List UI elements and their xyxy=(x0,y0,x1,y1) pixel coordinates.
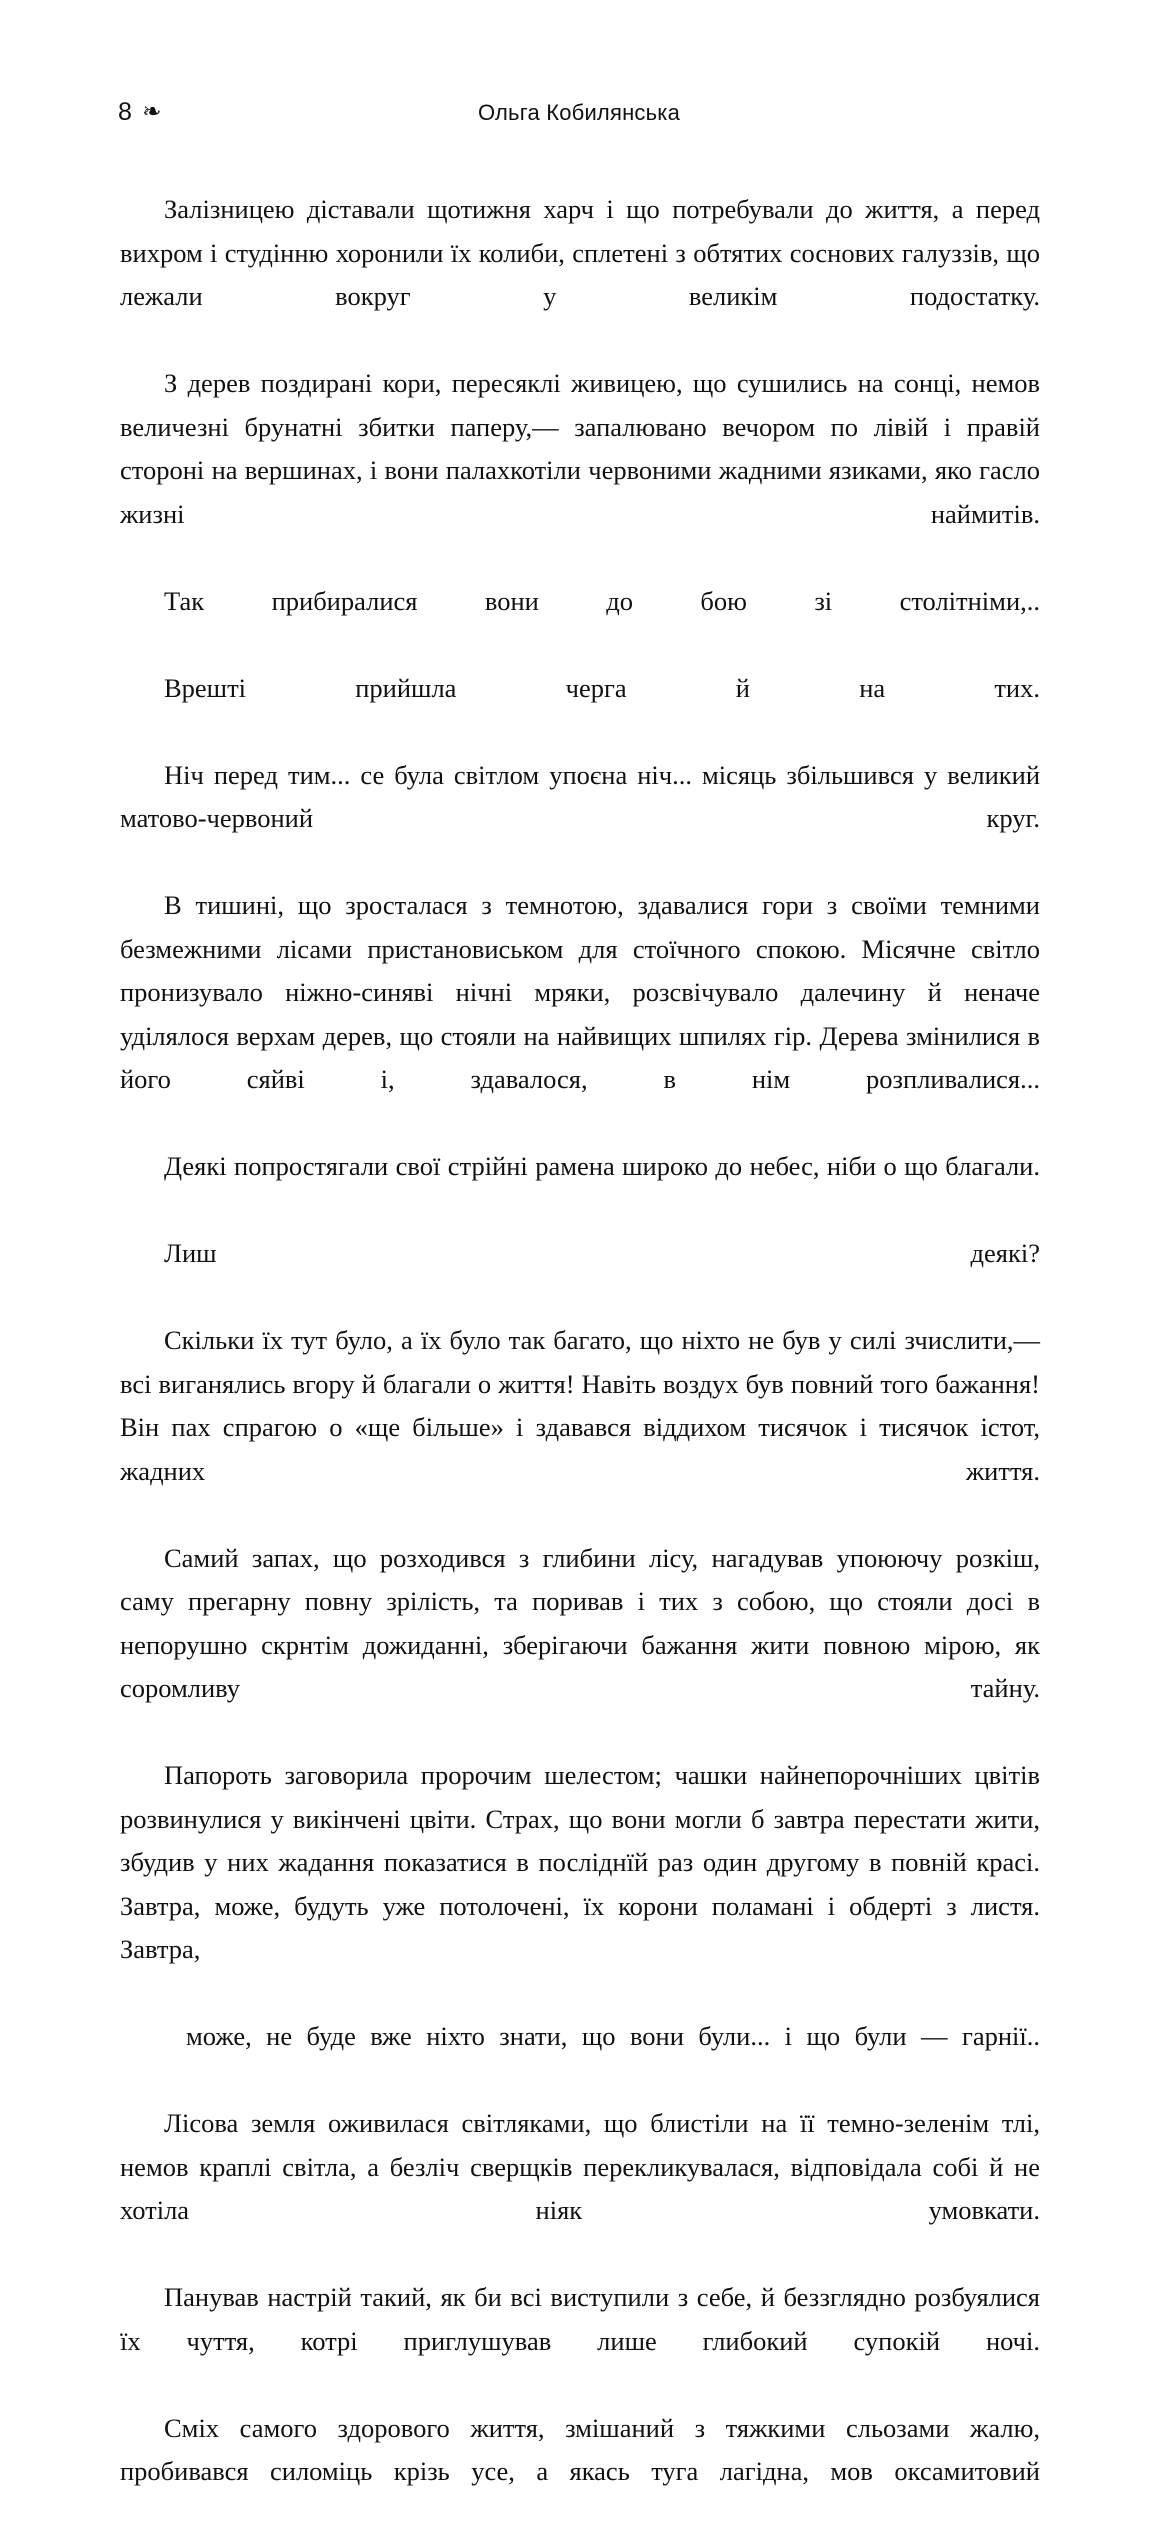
paragraph: Папороть заговорила пророчим шелестом; чашки найнепорочніших цвітів розвинулися у викінчені цвіти. Страх, що вони могли б завтра перестати жити, збудив у них жадання показатися в посліднїй раз один другому в повній красі. Завтра, може, будуть уже потолочені, їх корони поламані і обдерті з листя. Завтра, xyxy=(120,1754,1040,2015)
paragraph: Ніч перед тим... се була світлом упоєна ніч... місяць збільшився у великий матово-червоний круг. xyxy=(120,754,1040,885)
paragraph: З дерев поздирані кори, пересяклі живицею, що сушились на сонці, немов величезні брунатні збитки паперу,— запалювано вечором по лівій і правій стороні на вершинах, і вони палахкотіли червоними жадними язиками, яко гасло жизні наймитів. xyxy=(120,362,1040,580)
running-title: Ольга Кобилянська xyxy=(118,100,1040,126)
paragraph: Самий запах, що розходився з глибини лісу, нагадував упоюючу розкіш, саму прегарну повну зрілість, та поривав і тих з собою, що стояли досі в непорушно скрнтім дожиданні, зберігаючи бажання жити повною мірою, як соромливу тайну. xyxy=(120,1537,1040,1755)
paragraph: Врешті прийшла черга й на тих. xyxy=(120,667,1040,754)
paragraph: В тишині, що зросталася з темнотою, здавалися гори з своїми темними безмежними лісами пристановиськом для стоїчного спокою. Місячне світло пронизувало ніжно-синяві нічні мряки, розсвічувало далечину й неначе уділялося верхам дерев, що стояли на найвищих шпилях гір. Дерева змінилися в його сяйві і, здавалося, в нім розпливалися... xyxy=(120,884,1040,1145)
paragraph: Деякі попростягали свої стрійні рамена широко до небес, ніби о що благали. xyxy=(120,1145,1040,1232)
paragraph: Панував настрій такий, як би всі виступили з себе, й беззглядно розбуялися їх чуття, котрі приглушував лише глибокий супокій ночі. xyxy=(120,2276,1040,2407)
folio-number: 8 xyxy=(118,98,132,127)
paragraph: може, не буде вже ніхто знати, що вони були... і що були — гарнії.. xyxy=(120,2015,1040,2102)
paragraph: Так прибиралися вони до бою зі столітніми,.. xyxy=(120,580,1040,667)
paragraph: Лісова земля оживилася світляками, що блистіли на її темно-зеленім тлі, немов краплі світла, а безліч сверщків перекликувалася, відповідала собі й не хотіла ніяк умовкати. xyxy=(120,2102,1040,2276)
paragraph: Лиш деякі? xyxy=(120,1232,1040,1319)
ornament-icon: ❧ xyxy=(142,101,161,124)
paragraph: Залізницею діставали щотижня харч і що потребували до життя, а перед вихром і студінню хоронили їх колиби, сплетені з обтятих соснових галуззів, що лежали вокруг у великім подостатку. xyxy=(120,188,1040,362)
body-text xyxy=(120,188,1040,2537)
paragraph: Сміх самого здорового життя, змішаний з тяжкими сльозами жалю, пробивався силоміць крізь усе, а якась туга лагідна, мов оксамитовий xyxy=(120,2407,1040,2537)
page-header xyxy=(118,98,1040,138)
paragraph: Скільки їх тут було, а їх було так багато, що ніхто не був у силі зчислити,— всі виганялись вгору й благали о життя! Навіть воздух був повний того бажання! Він пах спрагою о «ще більше» і здавався віддихом тисячок і тисячок істот, жадних життя. xyxy=(120,1319,1040,1537)
